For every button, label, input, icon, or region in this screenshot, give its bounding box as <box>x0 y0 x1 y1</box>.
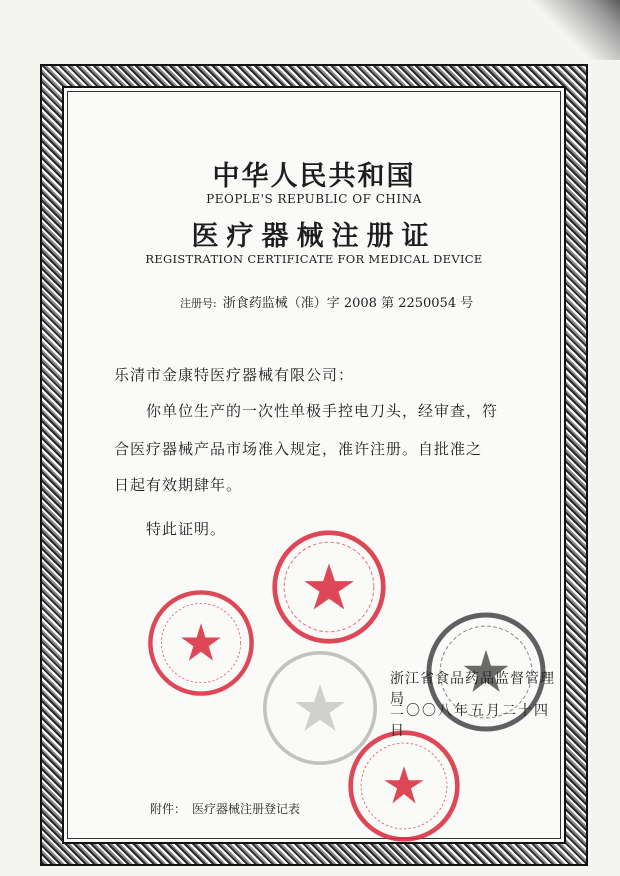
body-line-3: 日起有效期肆年。 <box>114 476 243 494</box>
subtitle-chinese: 医疗器械注册证 <box>191 221 437 252</box>
certificate-border <box>40 64 588 866</box>
subtitle-english: REGISTRATION CERTIFICATE FOR MEDICAL DEVICE <box>145 252 483 266</box>
registration-label: 注册号: <box>180 297 217 310</box>
attachment-text: 医疗器械注册登记表 <box>192 802 301 816</box>
scan-edge-shadow <box>530 0 620 60</box>
closing-text: 特此证明。 <box>146 520 227 538</box>
registration-number: 浙食药监械（准）字 2008 第 2250054 号 <box>222 296 474 311</box>
attachment-line <box>150 800 300 817</box>
company-seal-stamp-2 <box>146 588 256 698</box>
company-seal-stamp <box>270 528 388 646</box>
body-line-2: 合医疗器械产品市场准入规定，准许注册。自批准之 <box>114 440 483 458</box>
title-english: PEOPLE'S REPUBLIC OF CHINA <box>206 192 422 206</box>
title-chinese: 中华人民共和国 <box>212 161 416 192</box>
company-seal-stamp-3 <box>346 728 462 844</box>
body-line-1: 你单位生产的一次性单极手控电刀头，经审查，符 <box>146 402 499 420</box>
recipient-company: 乐清市金康特医疗器械有限公司： <box>114 366 355 384</box>
attachment-label: 附件： <box>150 802 187 816</box>
certificate-sheet <box>62 86 566 844</box>
issuing-authority: 浙江省食品药品监督管理局 <box>390 671 555 707</box>
registration-number-line <box>180 292 473 311</box>
issue-date: 二〇〇八年五月二十四日 <box>390 703 550 739</box>
